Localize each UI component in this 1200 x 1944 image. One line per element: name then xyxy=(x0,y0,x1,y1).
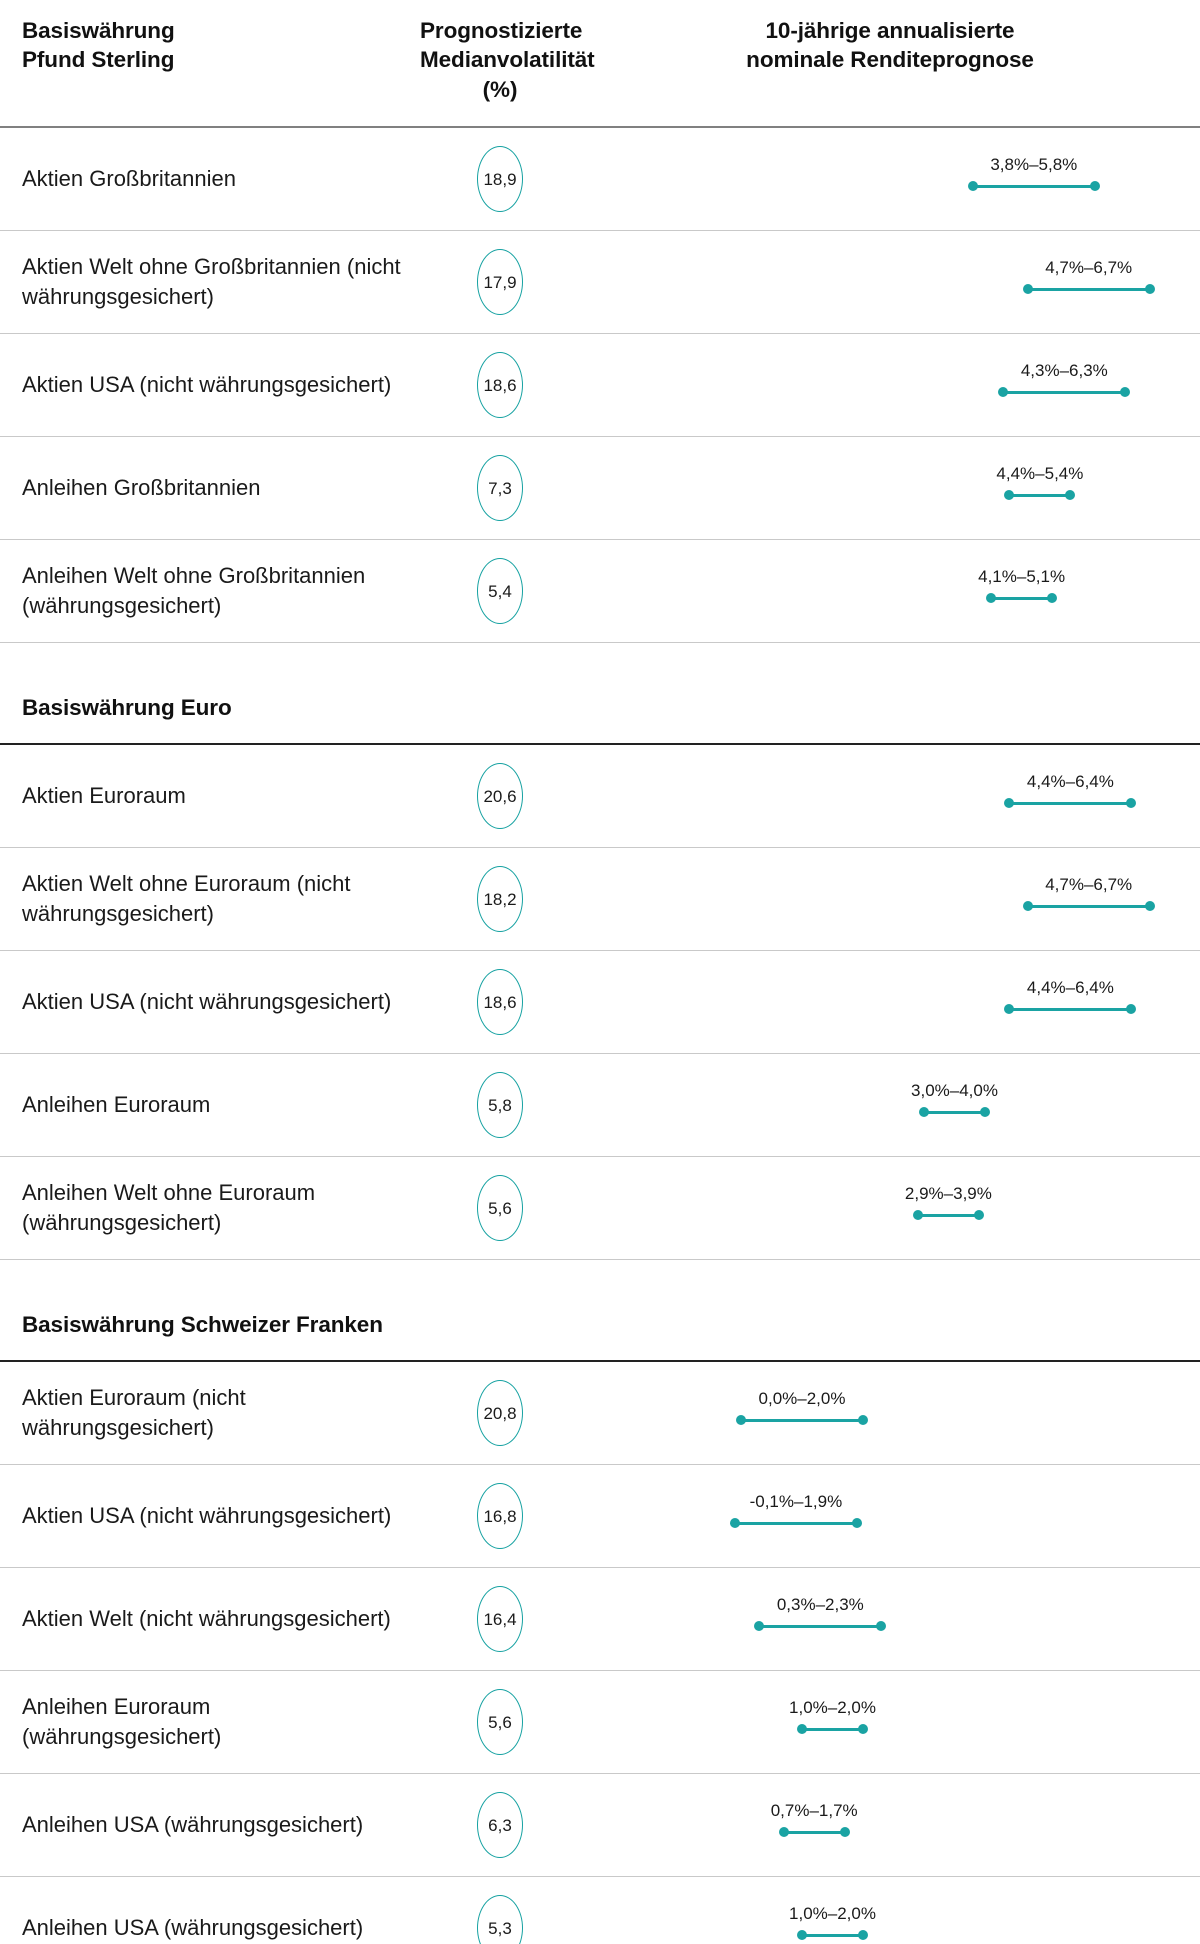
return-range-cell xyxy=(580,1157,1200,1259)
asset-label: Aktien Euroraum xyxy=(22,782,186,808)
volatility-cell xyxy=(420,231,580,333)
range-high-dot xyxy=(852,1518,862,1528)
asset-label: Aktien USA (nicht währungsgesichert) xyxy=(22,371,392,397)
range-bar xyxy=(802,1728,863,1731)
return-range-wrap xyxy=(580,1367,1200,1459)
volatility-wrap xyxy=(420,437,580,539)
volatility-cell xyxy=(420,951,580,1053)
asset-label: Anleihen Welt ohne Großbritannien (währungsgesichert) xyxy=(22,562,366,618)
asset-label: Aktien Welt ohne Großbritannien (nicht währungsgesichert) xyxy=(22,253,401,309)
return-range-cell xyxy=(580,540,1200,642)
return-range-cell xyxy=(580,128,1200,230)
table-row xyxy=(0,334,1200,436)
table-row xyxy=(0,1568,1200,1670)
return-range-cell xyxy=(580,1774,1200,1876)
volatility-wrap xyxy=(420,334,580,436)
return-range-wrap xyxy=(580,1882,1200,1944)
return-range-wrap xyxy=(580,1059,1200,1151)
asset-label: Anleihen Großbritannien xyxy=(22,474,261,500)
volatility-bubble: 5,6 xyxy=(477,1689,523,1755)
range-plot xyxy=(580,1591,1200,1647)
volatility-bubble: 7,3 xyxy=(477,455,523,521)
return-range-cell xyxy=(580,745,1200,847)
volatility-cell xyxy=(420,128,580,230)
range-label: 4,1%–5,1% xyxy=(978,566,1066,586)
asset-label: Aktien Großbritannien xyxy=(22,165,236,191)
range-bar xyxy=(918,1214,979,1217)
asset-cell xyxy=(0,334,420,436)
range-plot xyxy=(580,1797,1200,1853)
asset-label: Anleihen Welt ohne Euroraum (währungsgesichert) xyxy=(22,1179,316,1235)
range-bar xyxy=(1009,802,1131,805)
range-plot xyxy=(580,254,1200,310)
volatility-wrap xyxy=(420,1774,580,1876)
table-row-inner xyxy=(0,1054,1200,1156)
volatility-cell xyxy=(420,1465,580,1567)
table-row-inner xyxy=(0,1568,1200,1670)
volatility-cell xyxy=(420,1671,580,1773)
range-label: 1,0%–2,0% xyxy=(789,1697,876,1717)
volatility-wrap xyxy=(420,951,580,1053)
range-low-dot xyxy=(797,1930,807,1940)
volatility-wrap xyxy=(420,745,580,847)
range-plot xyxy=(580,974,1200,1030)
table-row-inner xyxy=(0,848,1200,950)
range-high-dot xyxy=(974,1210,984,1220)
volatility-wrap xyxy=(420,540,580,642)
asset-cell xyxy=(0,1774,420,1876)
section-heading-eur: Basiswährung Euro xyxy=(22,694,232,720)
table-row xyxy=(0,437,1200,539)
range-label: 0,7%–1,7% xyxy=(770,1800,858,1820)
table-row xyxy=(0,745,1200,847)
table-row-inner xyxy=(0,128,1200,230)
range-low-dot xyxy=(754,1621,764,1631)
return-range-cell xyxy=(580,437,1200,539)
range-plot xyxy=(580,1488,1200,1544)
volatility-bubble: 17,9 xyxy=(477,249,523,315)
volatility-cell xyxy=(420,1877,580,1944)
volatility-wrap xyxy=(420,128,580,230)
range-low-dot xyxy=(1023,284,1033,294)
range-plot xyxy=(580,1694,1200,1750)
range-plot xyxy=(580,1180,1200,1236)
range-bar xyxy=(1028,288,1150,291)
range-label: 3,0%–4,0% xyxy=(911,1080,998,1100)
range-label: 0,0%–2,0% xyxy=(758,1388,846,1408)
volatility-cell xyxy=(420,334,580,436)
range-low-dot xyxy=(797,1724,807,1734)
range-label: 4,4%–6,4% xyxy=(1026,771,1114,791)
table-row-inner xyxy=(0,540,1200,642)
range-low-dot xyxy=(779,1827,789,1837)
range-high-dot xyxy=(1126,798,1136,808)
return-range-cell xyxy=(580,848,1200,950)
table-row xyxy=(0,951,1200,1053)
asset-cell xyxy=(0,1054,420,1156)
table-row-inner xyxy=(0,1877,1200,1944)
header-asset-line1: Basiswährung xyxy=(22,18,175,43)
range-plot xyxy=(580,1077,1200,1133)
volatility-bubble: 20,8 xyxy=(477,1380,523,1446)
table-row xyxy=(0,1877,1200,1944)
range-high-dot xyxy=(1047,593,1057,603)
range-low-dot xyxy=(986,593,996,603)
range-label: 1,0%–2,0% xyxy=(789,1903,876,1923)
volatility-wrap xyxy=(420,231,580,333)
range-plot xyxy=(580,768,1200,824)
range-low-dot xyxy=(919,1107,929,1117)
section-heading-chf: Basiswährung Schweizer Franken xyxy=(22,1311,383,1337)
volatility-bubble: 18,2 xyxy=(477,866,523,932)
range-high-dot xyxy=(1120,387,1130,397)
asset-cell xyxy=(0,1671,420,1773)
range-low-dot xyxy=(1023,901,1033,911)
range-high-dot xyxy=(980,1107,990,1117)
range-high-dot xyxy=(1090,181,1100,191)
table-row xyxy=(0,128,1200,230)
asset-cell xyxy=(0,1465,420,1567)
table-row-inner xyxy=(0,1362,1200,1464)
volatility-cell xyxy=(420,1362,580,1464)
table-row-inner xyxy=(0,1157,1200,1259)
asset-label: Anleihen USA (währungsgesichert) xyxy=(22,1811,364,1837)
volatility-bubble: 5,8 xyxy=(477,1072,523,1138)
table-body xyxy=(0,126,1200,1944)
range-bar xyxy=(1003,391,1125,394)
header-cell-volatility xyxy=(420,0,595,126)
table-row xyxy=(0,1157,1200,1259)
volatility-cell xyxy=(420,1774,580,1876)
range-low-dot xyxy=(913,1210,923,1220)
volatility-cell xyxy=(420,540,580,642)
header-return-line1: 10-jährige annualisierte xyxy=(765,18,1015,43)
range-bar xyxy=(1028,905,1150,908)
volatility-bubble: 18,6 xyxy=(477,352,523,418)
table-row-inner xyxy=(0,951,1200,1053)
return-range-wrap xyxy=(580,236,1200,328)
range-high-dot xyxy=(1065,490,1075,500)
volatility-wrap xyxy=(420,1054,580,1156)
table-row xyxy=(0,1774,1200,1876)
asset-label: Aktien USA (nicht währungsgesichert) xyxy=(22,1502,392,1528)
range-bar xyxy=(741,1419,863,1422)
table-row-inner xyxy=(0,231,1200,333)
return-range-cell xyxy=(580,334,1200,436)
volatility-wrap xyxy=(420,1671,580,1773)
return-range-wrap xyxy=(580,133,1200,225)
return-range-wrap xyxy=(580,853,1200,945)
range-plot xyxy=(580,871,1200,927)
range-label: 4,4%–5,4% xyxy=(996,463,1084,483)
table-row-inner xyxy=(0,437,1200,539)
range-label: 2,9%–3,9% xyxy=(904,1183,992,1203)
return-range-wrap xyxy=(580,750,1200,842)
table-row-inner xyxy=(0,1465,1200,1567)
range-label: 4,7%–6,7% xyxy=(1045,874,1133,894)
range-bar xyxy=(973,185,1095,188)
header-volatility-line1: Prognostizierte xyxy=(420,18,583,43)
header-cell-asset xyxy=(0,0,420,126)
table-row-inner xyxy=(0,1774,1200,1876)
asset-cell xyxy=(0,951,420,1053)
return-range-wrap xyxy=(580,339,1200,431)
header-volatility-line2: Medianvolatilität (%) xyxy=(420,47,595,102)
table-row-inner xyxy=(0,1671,1200,1773)
range-bar xyxy=(991,597,1052,600)
table-header xyxy=(0,0,1200,126)
return-range-wrap xyxy=(580,1162,1200,1254)
header-asset-line2: Pfund Sterling xyxy=(22,47,175,73)
asset-cell xyxy=(0,540,420,642)
return-range-wrap xyxy=(580,442,1200,534)
volatility-cell xyxy=(420,1054,580,1156)
return-range-cell xyxy=(580,1671,1200,1773)
range-bar xyxy=(759,1625,881,1628)
volatility-wrap xyxy=(420,1157,580,1259)
range-plot xyxy=(580,357,1200,413)
return-range-wrap xyxy=(580,545,1200,637)
return-range-cell xyxy=(580,1877,1200,1944)
range-plot xyxy=(580,460,1200,516)
asset-label: Aktien Welt ohne Euroraum (nicht währungsgesichert) xyxy=(22,870,351,926)
volatility-bubble: 5,3 xyxy=(477,1895,523,1944)
table-row xyxy=(0,540,1200,642)
range-high-dot xyxy=(858,1415,868,1425)
volatility-cell xyxy=(420,1568,580,1670)
range-bar xyxy=(735,1522,857,1525)
asset-cell xyxy=(0,437,420,539)
asset-cell xyxy=(0,1568,420,1670)
asset-cell xyxy=(0,1157,420,1259)
return-range-cell xyxy=(580,1465,1200,1567)
header-return-line2: nominale Renditeprognose xyxy=(746,47,1034,73)
range-label: 0,3%–2,3% xyxy=(776,1594,864,1614)
range-bar xyxy=(1009,494,1070,497)
range-high-dot xyxy=(1145,284,1155,294)
range-bar xyxy=(924,1111,985,1114)
range-bar xyxy=(802,1934,863,1937)
range-plot xyxy=(580,563,1200,619)
range-label: -0,1%–1,9% xyxy=(749,1491,843,1511)
range-bar xyxy=(1009,1008,1131,1011)
volatility-cell xyxy=(420,437,580,539)
volatility-bubble: 16,8 xyxy=(477,1483,523,1549)
return-range-wrap xyxy=(580,956,1200,1048)
volatility-bubble: 6,3 xyxy=(477,1792,523,1858)
return-range-wrap xyxy=(580,1573,1200,1665)
range-label: 3,8%–5,8% xyxy=(990,154,1078,174)
volatility-bubble: 20,6 xyxy=(477,763,523,829)
asset-cell xyxy=(0,128,420,230)
range-low-dot xyxy=(736,1415,746,1425)
volatility-bubble: 18,9 xyxy=(477,146,523,212)
asset-cell xyxy=(0,231,420,333)
range-low-dot xyxy=(968,181,978,191)
volatility-cell xyxy=(420,1157,580,1259)
asset-label: Aktien USA (nicht währungsgesichert) xyxy=(22,988,392,1014)
return-range-wrap xyxy=(580,1676,1200,1768)
asset-label: Aktien Welt (nicht währungsgesichert) xyxy=(22,1605,391,1631)
range-label: 4,4%–6,4% xyxy=(1026,977,1114,997)
return-range-wrap xyxy=(580,1779,1200,1871)
range-label: 4,3%–6,3% xyxy=(1020,360,1108,380)
table-row-inner xyxy=(0,334,1200,436)
volatility-wrap xyxy=(420,848,580,950)
table-row-inner xyxy=(0,745,1200,847)
range-low-dot xyxy=(1004,1004,1014,1014)
header-row xyxy=(0,0,1200,126)
header-cell-return xyxy=(580,0,1200,126)
range-high-dot xyxy=(858,1724,868,1734)
asset-cell xyxy=(0,1362,420,1464)
volatility-bubble: 5,4 xyxy=(477,558,523,624)
asset-label: Anleihen USA (währungsgesichert) xyxy=(22,1914,364,1940)
asset-cell xyxy=(0,848,420,950)
range-high-dot xyxy=(876,1621,886,1631)
asset-label: Anleihen Euroraum xyxy=(22,1091,211,1117)
volatility-bubble: 5,6 xyxy=(477,1175,523,1241)
range-low-dot xyxy=(730,1518,740,1528)
return-range-cell xyxy=(580,951,1200,1053)
range-bar xyxy=(784,1831,845,1834)
range-plot xyxy=(580,1900,1200,1944)
return-range-cell xyxy=(580,1568,1200,1670)
return-range-cell xyxy=(580,1054,1200,1156)
range-low-dot xyxy=(1004,798,1014,808)
volatility-wrap xyxy=(420,1877,580,1944)
volatility-cell xyxy=(420,848,580,950)
table-row xyxy=(0,1465,1200,1567)
volatility-wrap xyxy=(420,1568,580,1670)
range-plot xyxy=(580,151,1200,207)
asset-cell xyxy=(0,745,420,847)
range-low-dot xyxy=(998,387,1008,397)
return-range-cell xyxy=(580,1362,1200,1464)
table-row xyxy=(0,1362,1200,1464)
volatility-bubble: 18,6 xyxy=(477,969,523,1035)
range-high-dot xyxy=(1145,901,1155,911)
return-range-wrap xyxy=(580,1470,1200,1562)
asset-label: Anleihen Euroraum (währungsgesichert) xyxy=(22,1693,222,1749)
asset-cell xyxy=(0,1877,420,1944)
volatility-wrap xyxy=(420,1465,580,1567)
table-row xyxy=(0,1671,1200,1773)
range-label: 4,7%–6,7% xyxy=(1045,257,1133,277)
table-row xyxy=(0,1054,1200,1156)
range-low-dot xyxy=(1004,490,1014,500)
volatility-wrap xyxy=(420,1362,580,1464)
range-plot xyxy=(580,1385,1200,1441)
asset-label: Aktien Euroraum (nicht währungsgesichert) xyxy=(22,1384,246,1440)
volatility-bubble: 16,4 xyxy=(477,1586,523,1652)
table-row xyxy=(0,848,1200,950)
range-high-dot xyxy=(1126,1004,1136,1014)
range-high-dot xyxy=(858,1930,868,1940)
range-high-dot xyxy=(840,1827,850,1837)
return-range-cell xyxy=(580,231,1200,333)
table-row xyxy=(0,231,1200,333)
volatility-cell xyxy=(420,745,580,847)
